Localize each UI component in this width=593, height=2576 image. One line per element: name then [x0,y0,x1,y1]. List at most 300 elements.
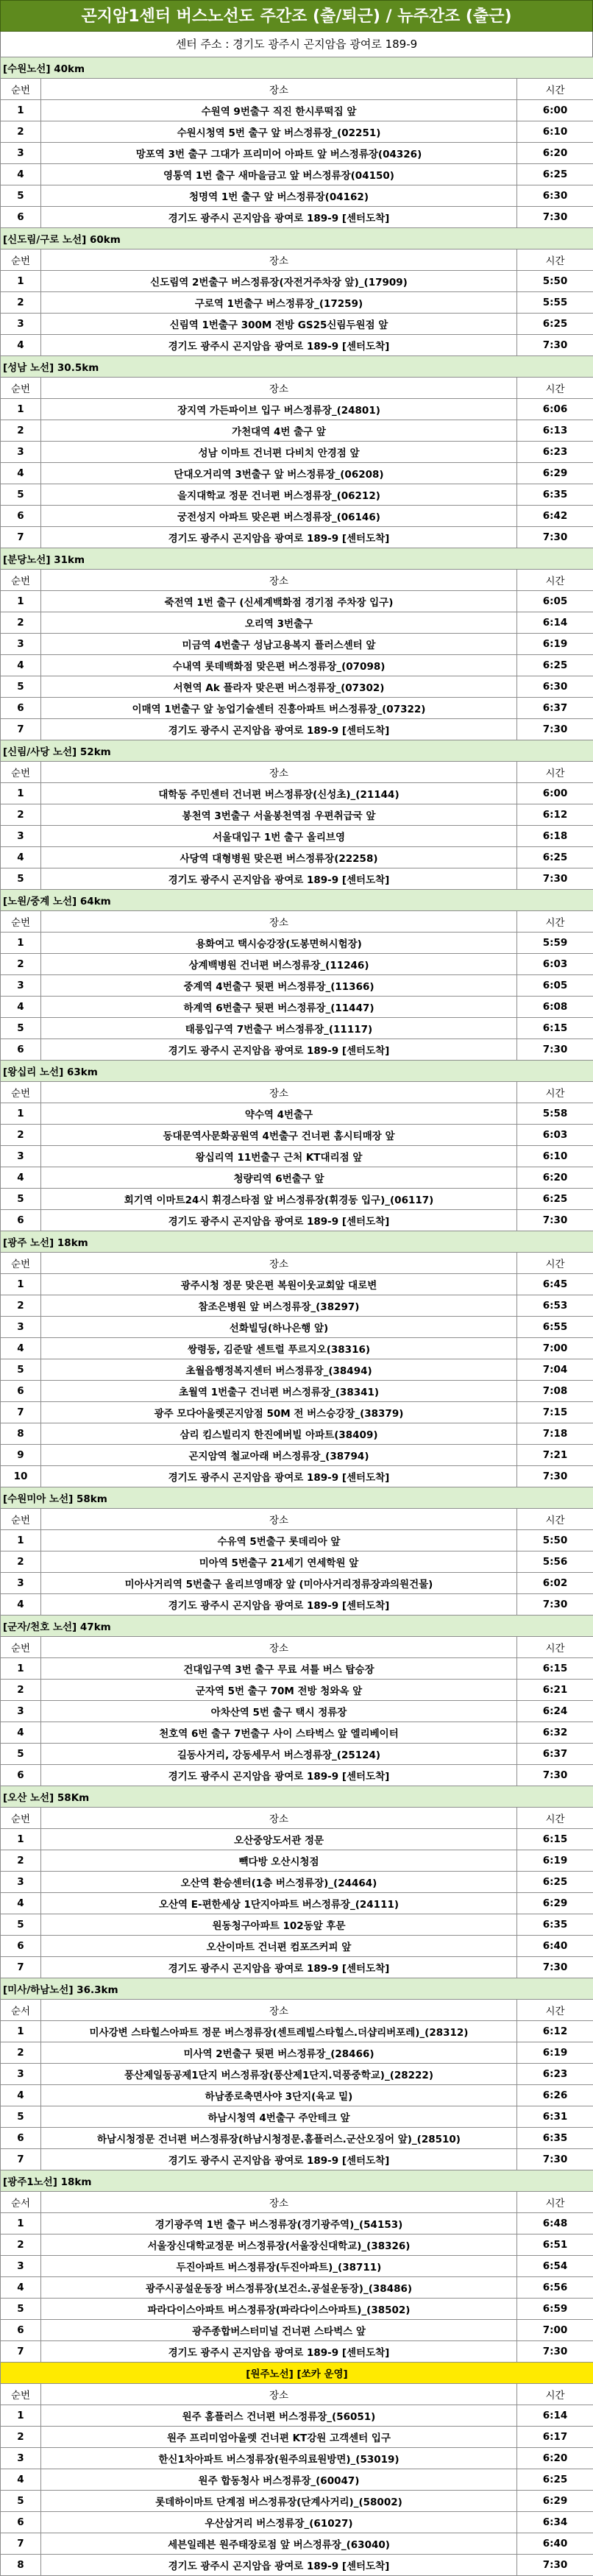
stop-number: 4 [1,463,41,484]
stop-number: 2 [1,954,41,975]
stop-time: 6:32 [517,1722,593,1744]
column-header-number: 순번 [1,911,41,933]
stop-location: 하계역 6번출구 뒷편 버스정류장_(11447) [41,997,517,1018]
stop-time: 7:00 [517,1338,593,1359]
stop-time: 6:40 [517,2533,593,2555]
stop-number: 6 [1,1210,41,1231]
stop-time: 7:00 [517,2320,593,2341]
stop-number: 5 [1,185,41,207]
stop-location: 오산역 환승센터(1층 버스정류장)_(24464) [41,1872,517,1893]
table-row [1,463,593,484]
stop-number: 2 [1,121,41,143]
column-header-stop: 장소 [41,1808,517,1829]
stop-number: 1 [1,1829,41,1850]
stop-location: 풍산제일동공제1단지 버스정류장(풍산제1단지.덕풍중학교)_(28222) [41,2064,517,2085]
stop-number: 1 [1,2213,41,2234]
route-name: [수원노선] 40km [1,57,593,79]
stop-location: 광주종합버스터미널 건너편 스타벅스 앞 [41,2320,517,2341]
stop-location: 동대문역사문화공원역 4번출구 건너편 홈시티매장 앞 [41,1125,517,1146]
stop-time: 6:35 [517,2128,593,2149]
stop-location: 광주 모다아울렛곤지암점 50M 전 버스승강장_(38379) [41,1402,517,1423]
table-row [1,1317,593,1338]
table-row [1,1445,593,1466]
stop-location: 초월읍행정복지센터 버스정류장_(38494) [41,1359,517,1381]
table-row [1,2299,593,2320]
stop-number: 3 [1,1872,41,1893]
table-row [1,1936,593,1957]
column-header-number: 순번 [1,79,41,100]
stop-time: 6:05 [517,975,593,997]
stop-location: 경기도 광주시 곤지암읍 광여로 189-9 [센터도착] [41,207,517,228]
stop-time: 6:14 [517,2405,593,2427]
stop-number: 7 [1,2341,41,2363]
stop-number: 5 [1,868,41,890]
table-row [1,2512,593,2533]
stop-location: 두진아파트 버스정류장(두진아파트)_(38711) [41,2256,517,2277]
stop-number: 6 [1,506,41,527]
table-row [1,868,593,890]
table-row [1,1466,593,1487]
table-row [1,2341,593,2363]
stop-location: 오산이마트 건너편 컴포즈커피 앞 [41,1936,517,1957]
stop-number: 4 [1,1594,41,1616]
table-row [1,1381,593,1402]
stop-location: 성남 이마트 건너편 다비치 안경점 앞 [41,442,517,463]
column-header-time: 시간 [517,79,593,100]
column-header-time: 시간 [517,1637,593,1658]
stop-number: 8 [1,1423,41,1445]
table-row [1,2491,593,2512]
column-header-row [1,1082,593,1103]
table-row [1,719,593,740]
stop-number: 7 [1,1402,41,1423]
stop-time: 6:30 [517,185,593,207]
stop-location: 서현역 Ak 플라자 맞은편 버스정류장_(07302) [41,676,517,698]
stop-time: 6:25 [517,655,593,676]
stop-time: 7:30 [517,2149,593,2170]
stop-time: 6:13 [517,420,593,442]
table-row [1,442,593,463]
stop-number: 5 [1,1914,41,1936]
stop-location: 청량리역 6번출구 앞 [41,1167,517,1189]
route-name: [원주노선] [쏘카 운영] [1,2363,593,2384]
route-section-header [1,548,593,570]
route-name: [군자/천호 노선] 47km [1,1616,593,1637]
stop-number: 1 [1,1274,41,1295]
table-row [1,399,593,420]
column-header-time: 시간 [517,1509,593,1530]
table-row [1,292,593,314]
table-row [1,1167,593,1189]
stop-time: 6:18 [517,826,593,847]
stop-time: 5:55 [517,292,593,314]
stop-location: 왕십리역 11번출구 근처 KT대리점 앞 [41,1146,517,1167]
table-row [1,804,593,826]
stop-time: 6:19 [517,1850,593,1872]
column-header-row [1,1509,593,1530]
table-row [1,506,593,527]
table-row [1,975,593,997]
column-header-time: 시간 [517,2384,593,2405]
stop-number: 4 [1,1722,41,1744]
stop-number: 6 [1,207,41,228]
stop-location: 길동사거리, 강동세무서 버스정류장_(25124) [41,1744,517,1765]
table-row [1,100,593,121]
stop-number: 7 [1,2533,41,2555]
stop-time: 6:17 [517,2427,593,2448]
stop-location: 오산중앙도서관 정문 [41,1829,517,1850]
column-header-stop: 장소 [41,2384,517,2405]
stop-number: 5 [1,1018,41,1039]
column-header-stop: 장소 [41,79,517,100]
route-name: [미사/하남노선] 36.3km [1,1978,593,2000]
stop-time: 6:15 [517,1018,593,1039]
stop-number: 1 [1,783,41,804]
table-row [1,1680,593,1701]
table-row [1,634,593,655]
column-header-stop: 장소 [41,1637,517,1658]
table-row [1,1914,593,1936]
stop-location: 장지역 가든파이브 입구 버스정류장_(24801) [41,399,517,420]
stop-time: 5:56 [517,1551,593,1573]
stop-location: 봉천역 3번출구 서울봉천역점 우편취급국 앞 [41,804,517,826]
stop-time: 6:20 [517,143,593,164]
column-header-time: 시간 [517,762,593,783]
table-row [1,2149,593,2170]
column-header-number: 순번 [1,1509,41,1530]
stop-number: 3 [1,1317,41,1338]
route-section-header [1,1487,593,1509]
stop-location: 사당역 대형병원 맞은편 버스정류장(22258) [41,847,517,868]
stop-location: 경기도 광주시 곤지암읍 광여로 189-9 [센터도착] [41,2149,517,2170]
stop-time: 6:34 [517,2512,593,2533]
stop-time: 6:48 [517,2213,593,2234]
stop-location: 경기도 광주시 곤지암읍 광여로 189-9 [센터도착] [41,719,517,740]
column-header-number: 순번 [1,378,41,399]
stop-number: 1 [1,1658,41,1680]
stop-time: 5:59 [517,933,593,954]
stop-time: 7:30 [517,1594,593,1616]
stop-time: 6:15 [517,1658,593,1680]
stop-location: 단대오거리역 3번출구 앞 버스정류장_(06208) [41,463,517,484]
stop-location: 수내역 롯데백화점 맞은편 버스정류장_(07098) [41,655,517,676]
table-row [1,954,593,975]
stop-location: 삼리 킴스빌리지 한진에버빌 아파트(38409) [41,1423,517,1445]
stop-time: 6:51 [517,2234,593,2256]
stop-time: 6:25 [517,314,593,335]
table-row [1,655,593,676]
stop-number: 3 [1,2064,41,2085]
table-row [1,1722,593,1744]
stop-location: 경기도 광주시 곤지암읍 광여로 189-9 [센터도착] [41,1039,517,1061]
column-header-number: 순번 [1,1253,41,1274]
stop-location: 원주 합동청사 버스정류장_(60047) [41,2469,517,2491]
stop-number: 4 [1,335,41,356]
stop-number: 1 [1,271,41,292]
stop-time: 6:24 [517,1701,593,1722]
stop-location: 천호역 6번 출구 7번출구 사이 스타벅스 앞 엘리베이터 [41,1722,517,1744]
table-row [1,185,593,207]
stop-location: 쌍령동, 김준말 센트럴 푸르지오(38316) [41,1338,517,1359]
stop-time: 6:00 [517,100,593,121]
stop-location: 경기광주역 1번 출구 버스정류장(경기광주역)_(54153) [41,2213,517,2234]
route-name: [왕십리 노선] 63km [1,1061,593,1082]
stop-time: 6:25 [517,1872,593,1893]
table-row [1,1359,593,1381]
stop-location: 망포역 3번 출구 그대가 프리미어 아파트 앞 버스정류장(04326) [41,143,517,164]
stop-number: 3 [1,975,41,997]
table-row [1,1274,593,1295]
stop-location: 중계역 4번출구 뒷편 버스정류장_(11366) [41,975,517,997]
stop-time: 6:23 [517,442,593,463]
table-row [1,420,593,442]
table-row [1,207,593,228]
route-section-header [1,57,593,79]
table-row [1,1295,593,1317]
table-row [1,1957,593,1978]
column-header-number: 순번 [1,570,41,591]
stop-time: 6:25 [517,2469,593,2491]
table-row [1,1423,593,1445]
stop-time: 7:30 [517,1765,593,1786]
table-row [1,591,593,612]
table-row [1,1103,593,1125]
stop-number: 1 [1,933,41,954]
stop-time: 7:18 [517,1423,593,1445]
stop-number: 2 [1,1680,41,1701]
table-row [1,1551,593,1573]
stop-location: 약수역 4번출구 [41,1103,517,1125]
table-row [1,1893,593,1914]
stop-time: 6:53 [517,1295,593,1317]
route-name: [성남 노선] 30.5km [1,356,593,378]
stop-location: 궁전성지 아파트 맞은편 버스정류장_(06146) [41,506,517,527]
stop-time: 6:55 [517,1317,593,1338]
stop-time: 7:30 [517,2555,593,2576]
table-row [1,2533,593,2555]
stop-number: 4 [1,1893,41,1914]
table-row [1,847,593,868]
stop-number: 5 [1,2299,41,2320]
stop-time: 7:30 [517,2341,593,2363]
stop-number: 3 [1,2448,41,2469]
route-section-header [1,1616,593,1637]
stop-location: 하남시청역 4번출구 주안테크 앞 [41,2106,517,2128]
stop-number: 3 [1,634,41,655]
route-name: [신림/사당 노선] 52km [1,740,593,762]
stop-time: 7:30 [517,868,593,890]
stop-time: 6:05 [517,591,593,612]
table-row [1,1872,593,1893]
route-name: [오산 노선] 58Km [1,1786,593,1808]
stop-time: 5:58 [517,1103,593,1125]
stop-location: 하남종로축면사야 3단지(육교 밑) [41,2085,517,2106]
stop-location: 경기도 광주시 곤지암읍 광여로 189-9 [센터도착] [41,1765,517,1786]
stop-number: 7 [1,527,41,548]
stop-number: 4 [1,2085,41,2106]
route-section-header [1,1786,593,1808]
stop-location: 경기도 광주시 곤지암읍 광여로 189-9 [센터도착] [41,527,517,548]
stop-location: 경기도 광주시 곤지암읍 광여로 189-9 [센터도착] [41,868,517,890]
stop-location: 파라다이스아파트 버스정류장(파라다이스아파트)_(38502) [41,2299,517,2320]
page-title: 곤지암1센터 버스노선도 주간조 (출/퇴근) / 뉴주간조 (출근) [0,0,593,32]
stop-time: 6:35 [517,484,593,506]
stop-number: 4 [1,655,41,676]
stop-time: 7:30 [517,1039,593,1061]
stop-number: 6 [1,2320,41,2341]
table-row [1,2106,593,2128]
stop-time: 6:29 [517,1893,593,1914]
center-address: 센터 주소 : 경기도 광주시 곤지암읍 광여로 189-9 [0,32,593,57]
stop-time: 6:45 [517,1274,593,1295]
table-row [1,2555,593,2576]
column-header-row [1,378,593,399]
stop-time: 7:30 [517,719,593,740]
table-row [1,2277,593,2299]
stop-number: 2 [1,2234,41,2256]
stop-location: 원주 홈플러스 건너편 버스정류장_(56051) [41,2405,517,2427]
table-row [1,271,593,292]
column-header-row [1,762,593,783]
stop-location: 대학동 주민센터 건너편 버스정류장(신성초)_(21144) [41,783,517,804]
table-row [1,826,593,847]
column-header-row [1,2384,593,2405]
route-section-header [1,2170,593,2192]
stop-location: 구로역 1번출구 버스정류장_(17259) [41,292,517,314]
stop-time: 6:15 [517,1829,593,1850]
stop-location: 롯데하이마트 단계점 버스정류장(단계사거리)_(58002) [41,2491,517,2512]
stop-time: 6:31 [517,2106,593,2128]
stop-number: 2 [1,804,41,826]
stop-time: 6:54 [517,2256,593,2277]
stop-time: 6:06 [517,399,593,420]
table-row [1,1850,593,1872]
stop-time: 6:02 [517,1573,593,1594]
stop-number: 5 [1,676,41,698]
stop-time: 7:30 [517,1210,593,1231]
column-header-time: 시간 [517,1808,593,1829]
column-header-number: 순번 [1,250,41,271]
stop-time: 6:14 [517,612,593,634]
table-row [1,335,593,356]
stop-time: 6:19 [517,2042,593,2064]
stop-time: 6:42 [517,506,593,527]
stop-location: 원동청구아파트 102동앞 후문 [41,1914,517,1936]
stop-location: 하남시청정문 건너편 버스정류장(하남시청정문.홈플러스.군산오징어 앞)_(28510) [41,2128,517,2149]
stop-time: 6:12 [517,804,593,826]
table-row [1,2064,593,2085]
stop-location: 미사강변 스타힐스아파트 정문 버스정류장(센트레빌스타힐스.더샵리버포레)_(28312) [41,2021,517,2042]
table-row [1,2234,593,2256]
table-row [1,1744,593,1765]
table-row [1,2256,593,2277]
route-name: [신도림/구로 노선] 60km [1,228,593,250]
stop-number: 6 [1,1765,41,1786]
stop-number: 4 [1,2469,41,2491]
column-header-stop: 장소 [41,378,517,399]
stop-time: 6:10 [517,1146,593,1167]
stop-location: 상계백병원 건너편 버스정류장_(11246) [41,954,517,975]
table-row [1,676,593,698]
stop-number: 3 [1,1573,41,1594]
stop-time: 6:25 [517,847,593,868]
route-name: [광주 노선] 18km [1,1231,593,1253]
stop-number: 1 [1,100,41,121]
column-header-number: 순서 [1,2000,41,2021]
table-row [1,1146,593,1167]
stop-location: 경기도 광주시 곤지암읍 광여로 189-9 [센터도착] [41,1957,517,1978]
table-row [1,1039,593,1061]
stop-time: 6:03 [517,954,593,975]
stop-location: 죽전역 1번 출구 (신세계백화점 경기점 주차장 입구) [41,591,517,612]
table-row [1,933,593,954]
stop-number: 1 [1,591,41,612]
stop-location: 수원시청역 5번 출구 앞 버스정류장_(02251) [41,121,517,143]
stop-location: 미사역 2번출구 뒷편 버스정류장_(28466) [41,2042,517,2064]
stop-number: 1 [1,2405,41,2427]
column-header-stop: 장소 [41,570,517,591]
stop-location: 경기도 광주시 곤지암읍 광여로 189-9 [센터도착] [41,1210,517,1231]
table-row [1,1765,593,1786]
table-row [1,997,593,1018]
column-header-stop: 장소 [41,762,517,783]
table-row [1,1573,593,1594]
stop-number: 2 [1,612,41,634]
route-table [0,57,593,2576]
stop-location: 선화빌딩(하나은행 앞) [41,1317,517,1338]
stop-number: 5 [1,1744,41,1765]
stop-number: 2 [1,292,41,314]
table-row [1,698,593,719]
column-header-time: 시간 [517,1082,593,1103]
column-header-stop: 장소 [41,1509,517,1530]
stop-time: 6:03 [517,1125,593,1146]
stop-time: 7:30 [517,207,593,228]
table-row [1,2448,593,2469]
stop-number: 2 [1,1551,41,1573]
route-section-header [1,1061,593,1082]
stop-location: 태릉입구역 7번출구 버스정류장_(11117) [41,1018,517,1039]
table-row [1,1338,593,1359]
column-header-stop: 장소 [41,2192,517,2213]
stop-location: 초월역 1번출구 건너편 버스정류장_(38341) [41,1381,517,1402]
stop-time: 6:26 [517,2085,593,2106]
stop-location: 을지대학교 정문 건너편 버스정류장_(06212) [41,484,517,506]
table-row [1,121,593,143]
table-row [1,1594,593,1616]
table-row [1,612,593,634]
stop-number: 6 [1,2128,41,2149]
route-name: [광주1노선] 18km [1,2170,593,2192]
stop-location: 광주시공설운동장 버스정류장(보건소.공설운동장)_(38486) [41,2277,517,2299]
stop-number: 9 [1,1445,41,1466]
stop-location: 경기도 광주시 곤지암읍 광여로 189-9 [센터도착] [41,2555,517,2576]
column-header-row [1,79,593,100]
column-header-time: 시간 [517,2000,593,2021]
table-row [1,2128,593,2149]
route-section-header [1,740,593,762]
stop-location: 광주시청 정문 맞은편 복원이웃교회앞 대로변 [41,1274,517,1295]
stop-time: 7:30 [517,1957,593,1978]
table-row [1,314,593,335]
stop-time: 5:50 [517,271,593,292]
stop-location: 빽다방 오산시청점 [41,1850,517,1872]
column-header-row [1,1253,593,1274]
table-row [1,527,593,548]
column-header-number: 순번 [1,1808,41,1829]
stop-time: 6:30 [517,676,593,698]
table-row [1,1658,593,1680]
